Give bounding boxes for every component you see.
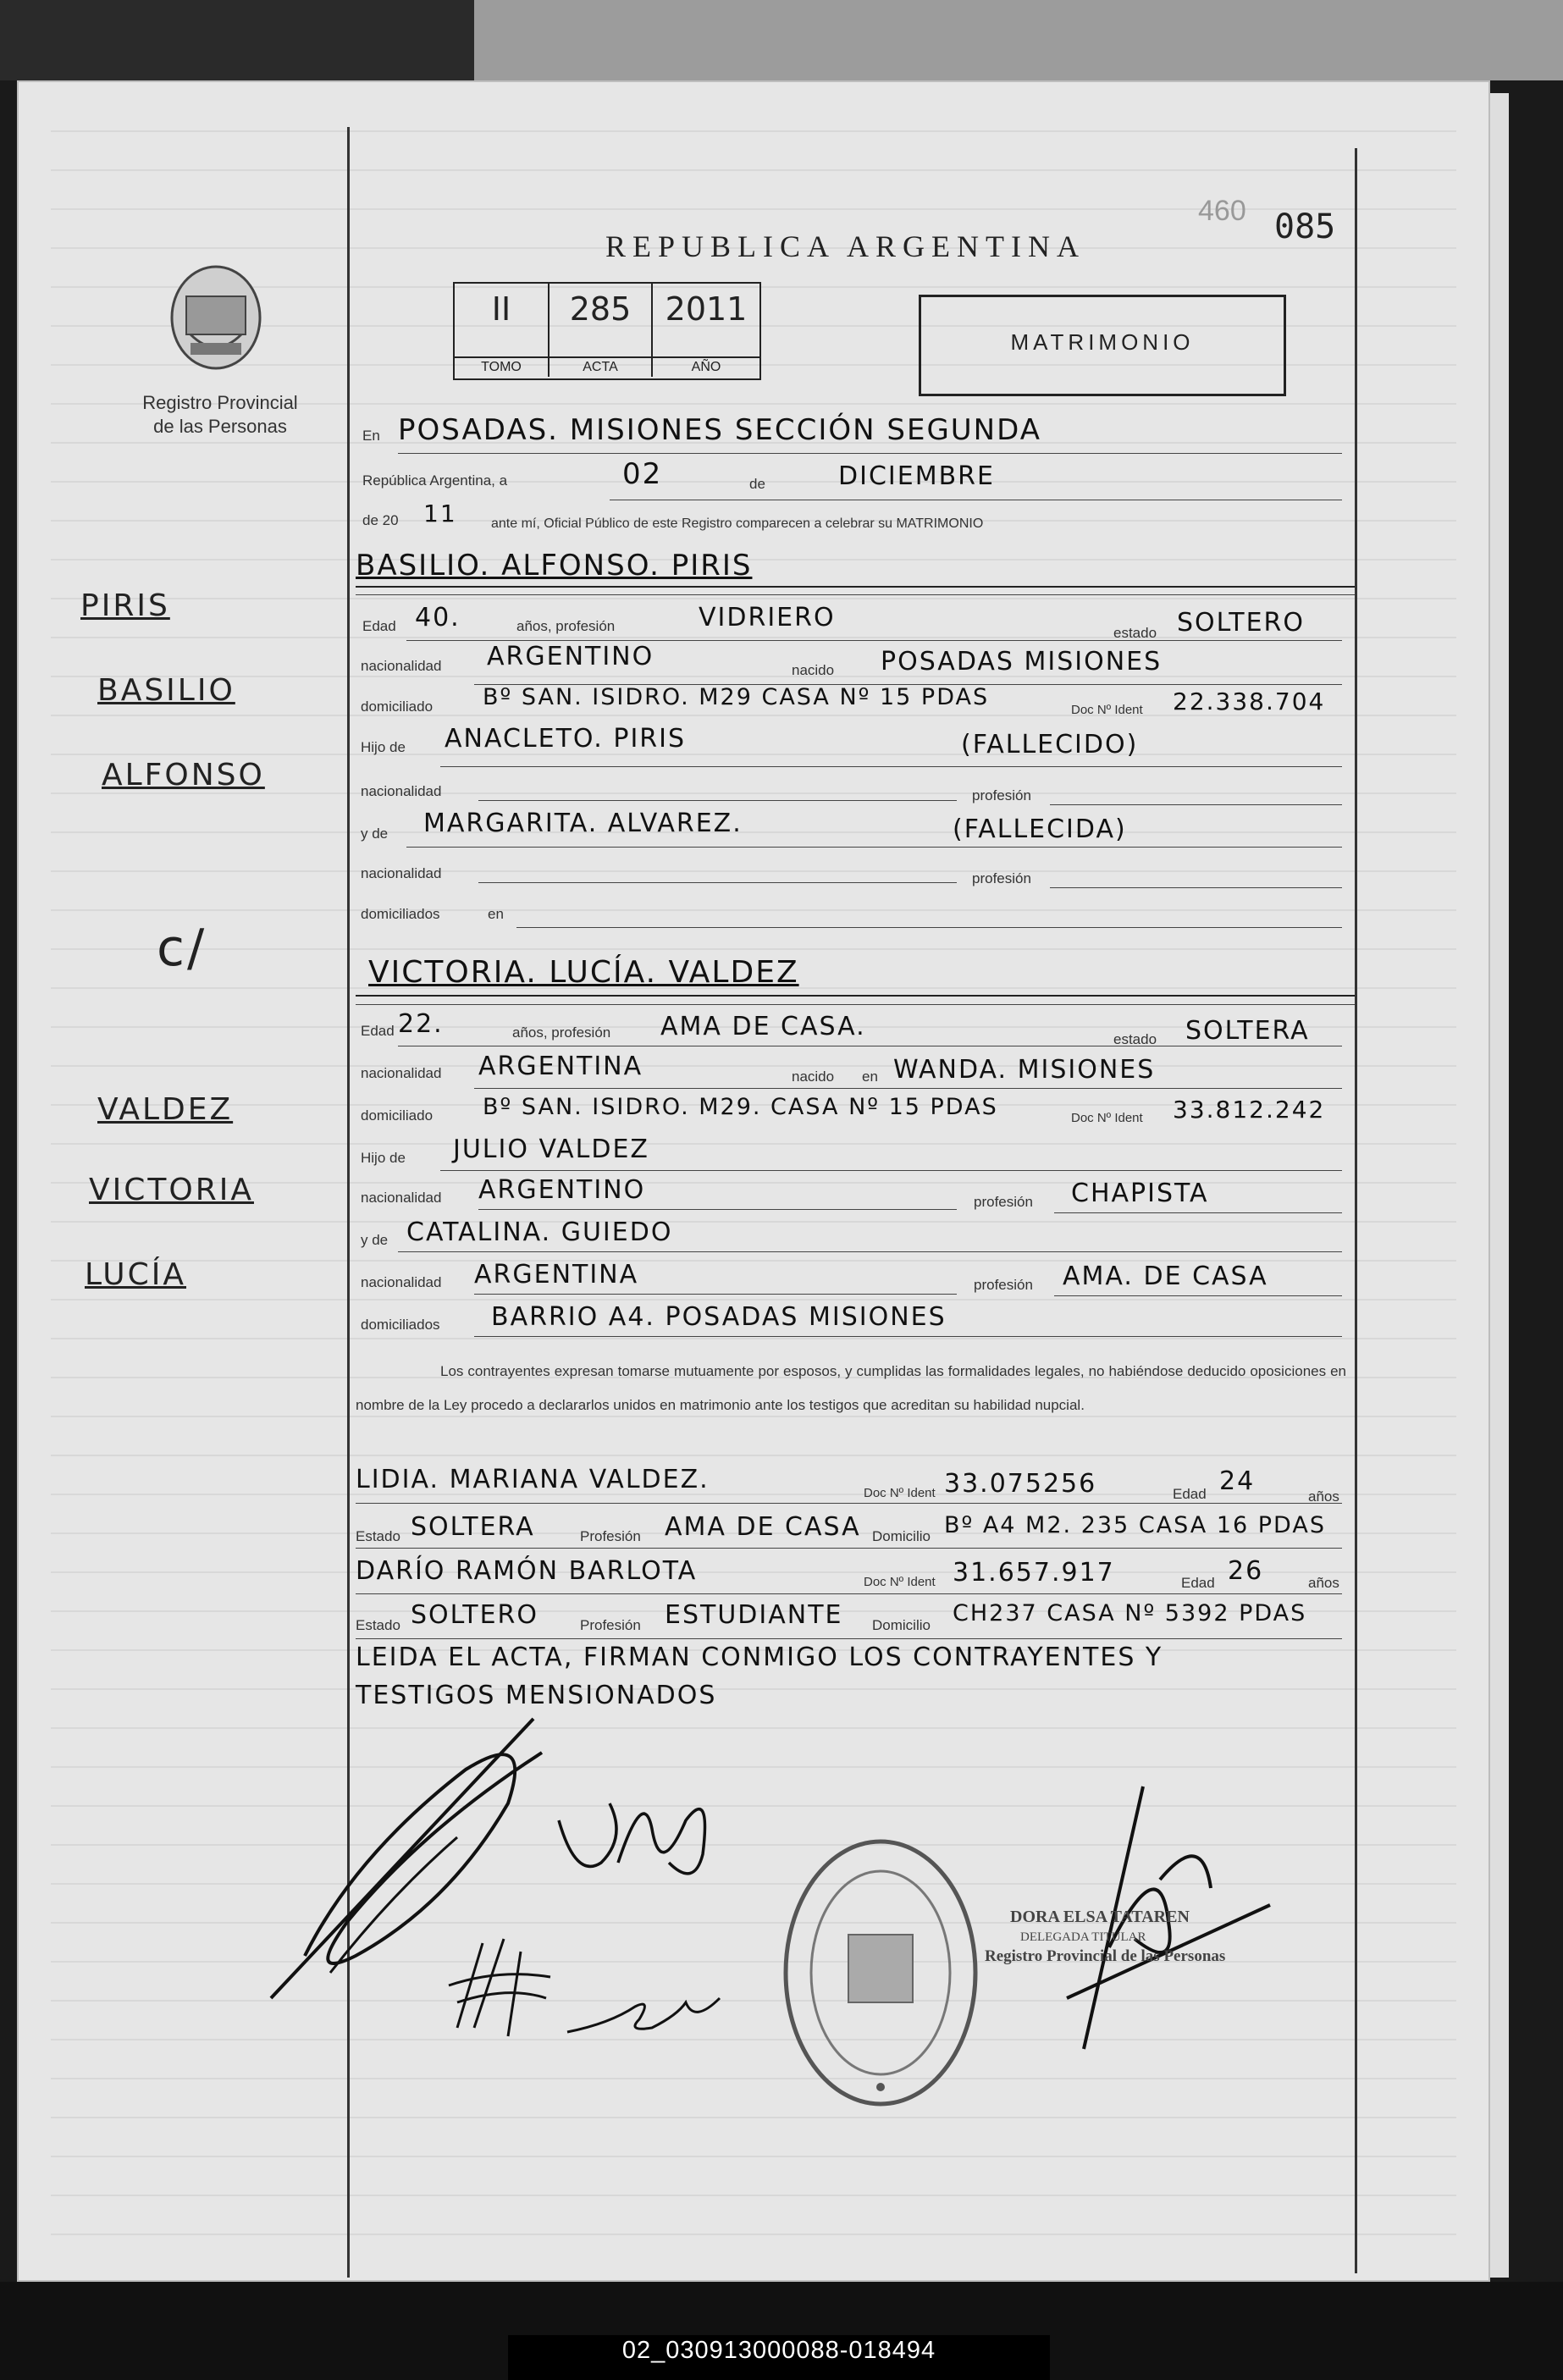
witness1-doc-label: Doc Nº Ident: [864, 1486, 936, 1500]
bride-hijo-label: Hijo de: [361, 1150, 406, 1166]
groom-mother-prof-rule: [1050, 887, 1342, 888]
registry-line1: Registro Provincial: [142, 392, 298, 413]
day-value: 02: [622, 457, 663, 491]
witness1-edad-label: Edad: [1173, 1486, 1207, 1502]
tomo-cell: [455, 284, 550, 377]
witness1-rule2: [356, 1548, 1342, 1549]
margin-connector: c/: [157, 919, 207, 978]
groom-father: ANACLETO. PIRIS: [445, 724, 687, 754]
tomo-label: TOMO: [455, 356, 548, 375]
witness2-status: SOLTERO: [411, 1600, 538, 1630]
groom-age: 40.: [415, 603, 461, 632]
anio-label: AÑO: [653, 356, 759, 375]
bride-status: SOLTERA: [1185, 1016, 1310, 1046]
groom-mother-nac-label: nacionalidad: [361, 865, 442, 881]
official-seal: [779, 1833, 982, 2112]
witness2-profesion-label: Profesión: [580, 1617, 641, 1633]
bride-father: JULIO VALDEZ: [453, 1135, 649, 1164]
de-label: de: [749, 476, 765, 492]
bride-doc: 33.812.242: [1173, 1096, 1326, 1124]
stamp-officer-title: DELEGADA TITULAR: [1020, 1930, 1146, 1944]
witness2-domicilio-label: Domicilio: [872, 1617, 931, 1633]
margin-groom-name2: ALFONSO: [102, 758, 265, 792]
document-type-box: [919, 295, 1286, 396]
groom-status: SOLTERO: [1177, 608, 1305, 638]
registry-line2: de las Personas: [153, 416, 287, 437]
groom-birthplace: POSADAS MISIONES: [881, 647, 1163, 676]
groom-yde-label: y de: [361, 826, 389, 842]
witness1-name: LIDIA. MARIANA VALDEZ.: [356, 1465, 710, 1494]
witness1-status: SOLTERA: [411, 1512, 535, 1542]
closing-line1: LEIDA EL ACTA, FIRMAN CONMIGO LOS CONTRAYENTES Y: [356, 1643, 1163, 1672]
groom-line1-rule: [406, 640, 1342, 641]
stamp-registry: Registro Provincial de las Personas: [985, 1947, 1226, 1965]
groom-edad-label: Edad: [362, 618, 396, 634]
bride-nacionalidad-label: nacionalidad: [361, 1065, 442, 1081]
groom-name-rule: [356, 586, 1355, 588]
bride-father-nac-label: nacionalidad: [361, 1190, 442, 1206]
groom-domiciliado-label: domiciliado: [361, 699, 434, 715]
background-scanner-bed: [474, 0, 1563, 80]
witness2-doc-label: Doc Nº Ident: [864, 1575, 936, 1589]
witness1-age: 24: [1219, 1466, 1256, 1496]
groom-full-name: BASILIO. ALFONSO. PIRIS: [356, 549, 753, 583]
witness2-anos-label: años: [1308, 1575, 1339, 1591]
registry-caption: [93, 391, 347, 439]
country-title: REPUBLICA ARGENTINA: [605, 229, 1086, 263]
bride-address: Bº SAN. ISIDRO. M29. CASA Nº 15 PDAS: [483, 1094, 998, 1120]
groom-doc: 22.338.704: [1173, 687, 1326, 715]
bride-domiciliada-label: domiciliado: [361, 1107, 434, 1124]
acta-value: 285: [569, 290, 632, 328]
bride-mother-prof-label: profesión: [974, 1277, 1033, 1293]
groom-name-rule2: [356, 594, 1355, 595]
bride-nationality: ARGENTINA: [478, 1052, 643, 1081]
groom-nationality: ARGENTINO: [487, 642, 654, 671]
groom-address: Bº SAN. ISIDRO. M29 CASA Nº 15 PDAS: [483, 684, 990, 710]
witness2-rule: [356, 1593, 1342, 1594]
bride-parents-address: BARRIO A4. POSADAS MISIONES: [491, 1302, 947, 1332]
groom-hijo-label: Hijo de: [361, 739, 406, 755]
margin-bride-name1: VICTORIA: [89, 1173, 254, 1207]
signature-bride: [550, 1770, 728, 1897]
bride-birthplace: WANDA. MISIONES: [893, 1055, 1156, 1085]
anio-value: 2011: [665, 290, 748, 328]
bride-full-name: VICTORIA. LUCÍA. VALDEZ: [368, 955, 799, 990]
bride-name-rule2: [356, 1004, 1355, 1005]
groom-domiciliados-en: en: [488, 906, 504, 922]
bride-nacido-en: en: [862, 1069, 878, 1085]
bride-name-rule: [356, 995, 1355, 997]
groom-father-nac-rule: [478, 800, 957, 801]
page-number: 085: [1274, 207, 1336, 246]
witness2-age: 26: [1228, 1556, 1264, 1586]
groom-nacido-label: nacido: [792, 662, 835, 678]
place-value: POSADAS. MISIONES SECCIÓN SEGUNDA: [398, 413, 1041, 447]
witness1-anos-label: años: [1308, 1488, 1339, 1505]
bride-profesion-label: años, profesión: [512, 1024, 611, 1041]
bride-father-nationality: ARGENTINO: [478, 1175, 646, 1205]
groom-profesion-label: años, profesión: [516, 618, 616, 634]
bride-father-prof-label: profesión: [974, 1194, 1033, 1210]
legal-text: Los contrayentes expresan tomarse mutuamente por esposos, y cumplidas las formalidades legales, no habiéndose deducido oposiciones en nombre de la Ley procedo a declararlos unidos en matrimonio ante los testigos que acreditan su habilidad nupcial.: [356, 1363, 1346, 1413]
groom-father-rule: [440, 766, 1342, 767]
anio-cell: [653, 284, 759, 377]
witness1-domicilio-label: Domicilio: [872, 1528, 931, 1544]
witness2-name: DARÍO RAMÓN BARLOTA: [356, 1556, 698, 1586]
bride-mother-rule: [398, 1251, 1342, 1252]
bride-doc-label: Doc Nº Ident: [1071, 1111, 1143, 1125]
witness1-estado-label: Estado: [356, 1528, 400, 1544]
bride-age: 22.: [398, 1009, 444, 1039]
groom-profession: VIDRIERO: [699, 603, 836, 632]
witness1-profesion-label: Profesión: [580, 1528, 641, 1544]
witness1-address: Bº A4 M2. 235 CASA 16 PDAS: [944, 1512, 1326, 1538]
margin-groom-name1: BASILIO: [97, 673, 235, 708]
tomo-value: II: [491, 290, 511, 328]
bride-domiciliados-label: domiciliados: [361, 1317, 440, 1333]
bride-edad-label: Edad: [361, 1023, 395, 1039]
month-value: DICIEMBRE: [838, 461, 995, 491]
bride-mother-nationality: ARGENTINA: [474, 1260, 639, 1289]
bride-father-nac-rule: [478, 1209, 957, 1210]
bride-mother-nac-rule: [474, 1294, 957, 1295]
bride-father-prof-rule: [1054, 1212, 1342, 1213]
groom-domiciliados-rule: [516, 927, 1342, 928]
margin-groom-surname: PIRIS: [80, 588, 170, 623]
witness2-edad-label: Edad: [1181, 1575, 1215, 1591]
groom-estado-label: estado: [1113, 625, 1157, 641]
witness1-rule: [356, 1503, 1342, 1504]
bride-parents-address-rule: [474, 1336, 1342, 1337]
signature-witness2: [559, 1981, 728, 2049]
stamped-number: 460: [1198, 195, 1246, 227]
witness2-rule2: [356, 1638, 1342, 1639]
bride-mother: CATALINA. GUIEDO: [406, 1218, 673, 1247]
bride-estado-label: estado: [1113, 1031, 1157, 1047]
witness1-doc: 33.075256: [944, 1469, 1097, 1499]
bride-line2-rule: [474, 1088, 1342, 1089]
footer-id: 02_030913000088-018494: [621, 2337, 936, 2364]
year-suffix: 11: [423, 500, 457, 527]
groom-mother-prof-label: profesión: [972, 870, 1031, 886]
bride-profession: AMA DE CASA.: [660, 1012, 866, 1041]
margin-bride-name2: LUCÍA: [85, 1257, 186, 1292]
bride-father-profession: CHAPISTA: [1071, 1179, 1209, 1208]
groom-mother-nac-rule: [478, 882, 957, 883]
margin-line-right: [1355, 148, 1357, 2273]
groom-father-note: (FALLECIDO): [961, 730, 1139, 759]
de-20-label: de 20: [362, 512, 399, 528]
signature-witness1: [440, 1926, 559, 2045]
bride-mother-prof-rule: [1054, 1295, 1342, 1296]
groom-doc-label: Doc Nº Ident: [1071, 703, 1143, 717]
witness1-profession: AMA DE CASA: [665, 1512, 861, 1542]
republica-label: República Argentina, a: [362, 472, 508, 489]
groom-mother-note: (FALLECIDA): [953, 815, 1127, 844]
acta-label: ACTA: [550, 356, 651, 375]
intro-text: ante mí, Oficial Público de este Registro comparecen a celebrar su MATRIMONIO: [491, 516, 984, 531]
bride-nacido-label: nacido: [792, 1069, 835, 1085]
stamp-officer-name: DORA ELSA TATAREN: [1010, 1908, 1190, 1926]
tomo-acta-anio-box: [453, 282, 761, 380]
groom-father-nac-label: nacionalidad: [361, 783, 442, 799]
groom-domiciliados-label: domiciliados: [361, 906, 440, 922]
groom-mother: MARGARITA. ALVAREZ.: [423, 809, 743, 838]
acta-cell: [550, 284, 653, 377]
witness2-address: CH237 CASA Nº 5392 PDAS: [953, 1600, 1307, 1626]
bride-father-rule: [440, 1170, 1342, 1171]
document-type: MATRIMONIO: [1010, 329, 1195, 355]
place-underline: [398, 453, 1342, 454]
groom-father-prof-label: profesión: [972, 787, 1031, 803]
groom-mother-rule: [406, 847, 1342, 848]
witness2-doc: 31.657.917: [953, 1558, 1115, 1588]
margin-bride-surname: VALDEZ: [97, 1092, 234, 1127]
provincial-emblem: [165, 258, 267, 377]
bride-yde-label: y de: [361, 1232, 389, 1248]
en-label: En: [362, 428, 380, 444]
witness2-profession: ESTUDIANTE: [665, 1600, 843, 1630]
groom-nacionalidad-label: nacionalidad: [361, 658, 442, 674]
closing-line2: TESTIGOS MENSIONADOS: [356, 1681, 717, 1710]
bride-mother-nac-label: nacionalidad: [361, 1274, 442, 1290]
bride-mother-profession: AMA. DE CASA: [1063, 1262, 1268, 1291]
groom-father-prof-rule: [1050, 804, 1342, 805]
witness2-estado-label: Estado: [356, 1617, 400, 1633]
